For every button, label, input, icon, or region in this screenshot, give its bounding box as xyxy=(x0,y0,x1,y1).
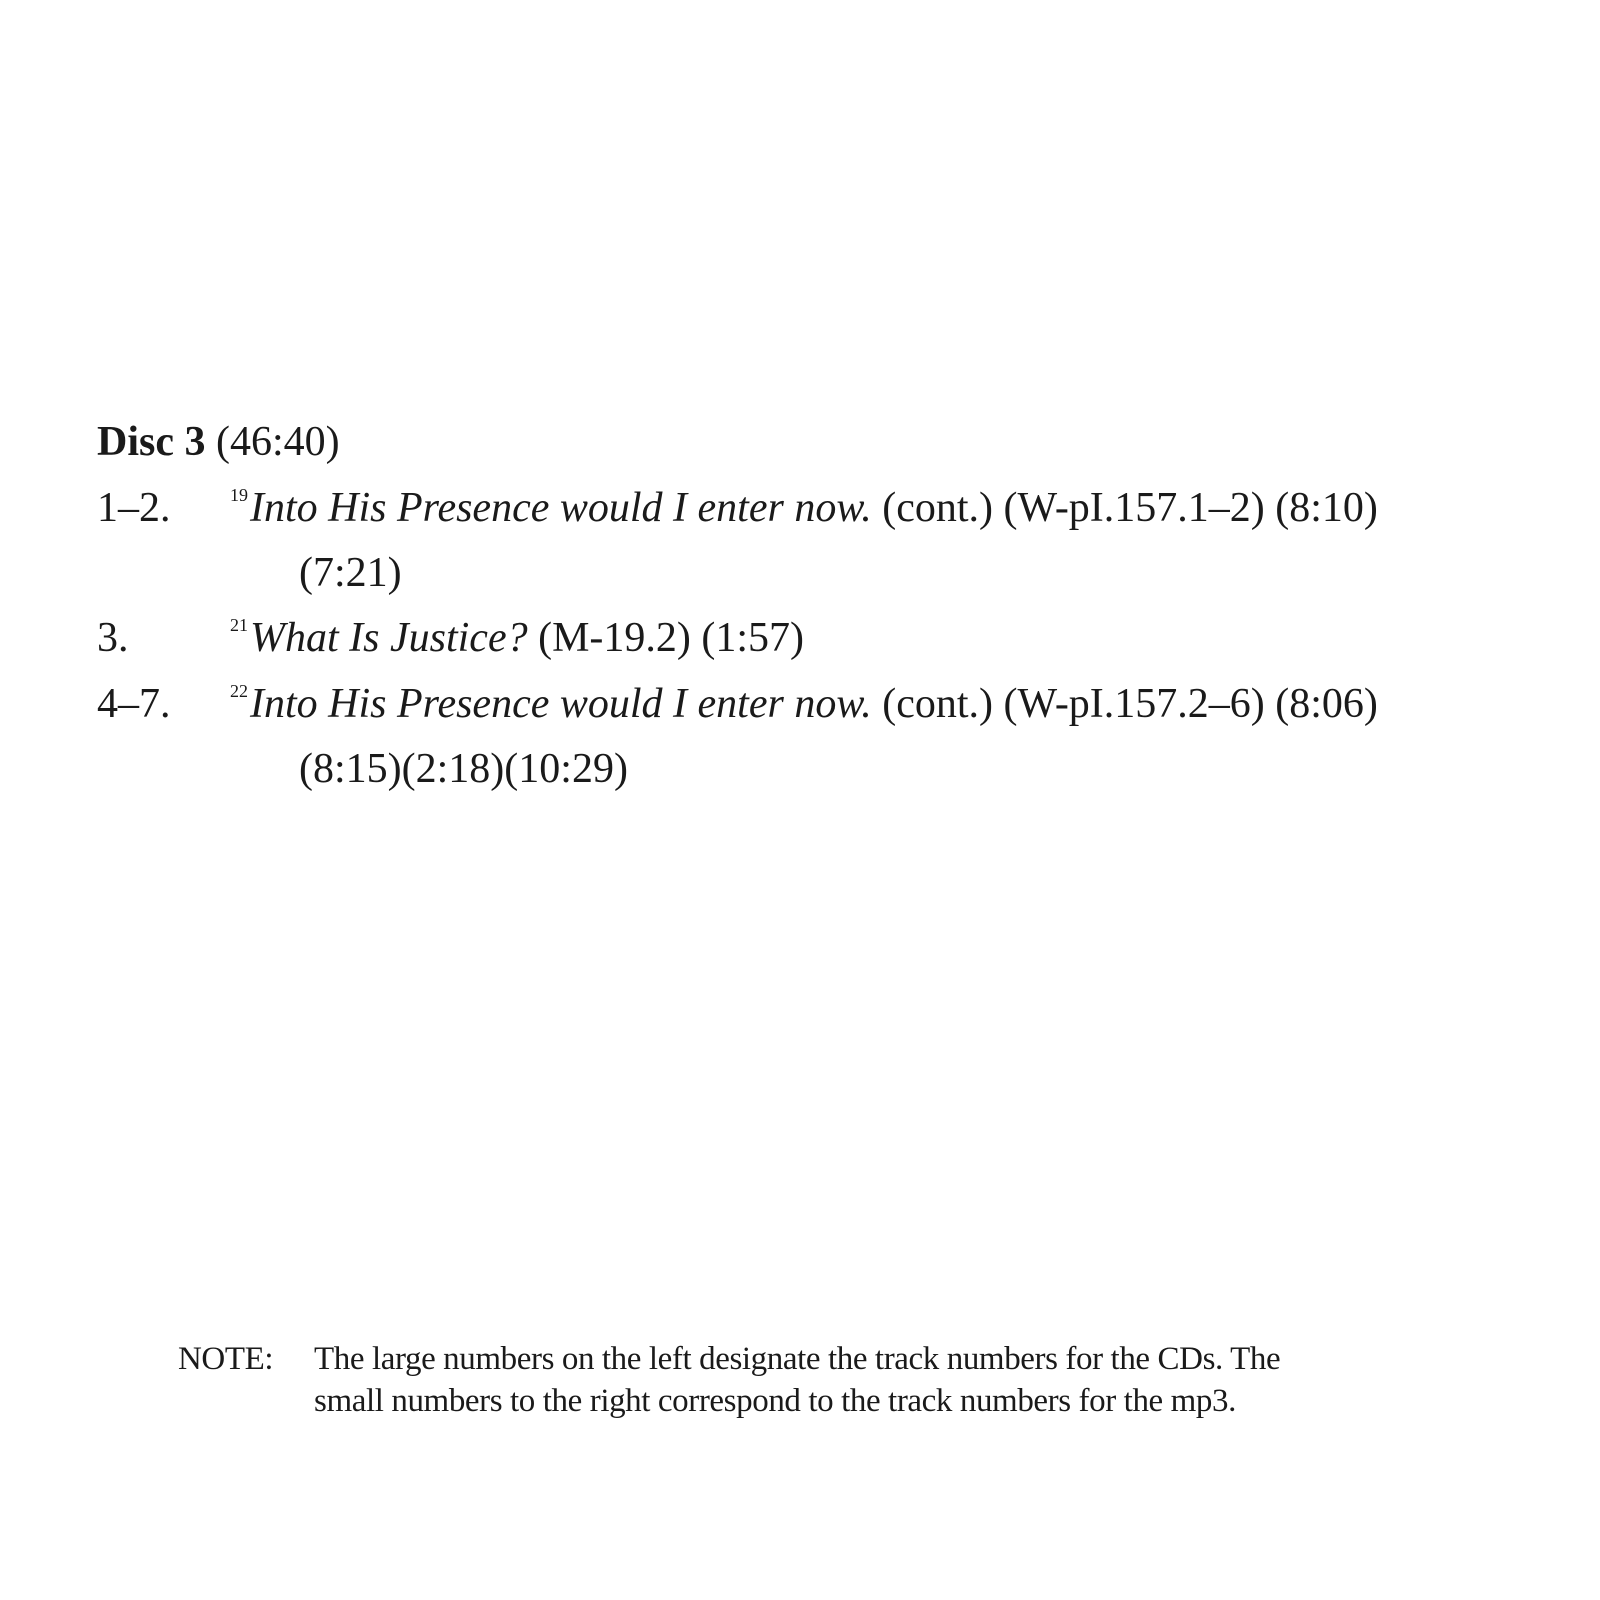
cd-track-number: 1–2. xyxy=(97,485,171,531)
track-title: What Is Justice? xyxy=(250,615,528,661)
track-continuation: (7:21) xyxy=(299,550,402,596)
track-title: Into His Presence would I enter now. xyxy=(250,681,872,727)
track-line xyxy=(230,680,1378,728)
track-details: (M-19.2) (1:57) xyxy=(527,615,805,661)
note-label: NOTE: xyxy=(178,1341,274,1377)
track-line xyxy=(230,484,1378,532)
mp3-track-number: 22 xyxy=(230,681,248,701)
track-details: (cont.) (W-pI.157.2–6) (8:06) xyxy=(871,681,1378,727)
disc-duration: (46:40) xyxy=(216,419,340,465)
mp3-track-number: 21 xyxy=(230,615,248,635)
cd-track-number: 4–7. xyxy=(97,681,171,727)
track-line xyxy=(230,614,804,662)
track-title: Into His Presence would I enter now. xyxy=(250,485,872,531)
track-details: (cont.) (W-pI.157.1–2) (8:10) xyxy=(871,485,1378,531)
note-text-line: small numbers to the right correspond to the track numbers for the mp3. xyxy=(314,1383,1236,1419)
disc-heading xyxy=(97,418,340,466)
disc-label: Disc 3 xyxy=(97,419,206,465)
mp3-track-number: 19 xyxy=(230,485,248,505)
note-text-line: The large numbers on the left designate the track numbers for the CDs. The xyxy=(314,1341,1281,1377)
cd-track-number: 3. xyxy=(97,615,129,661)
track-continuation: (8:15)(2:18)(10:29) xyxy=(299,746,628,792)
